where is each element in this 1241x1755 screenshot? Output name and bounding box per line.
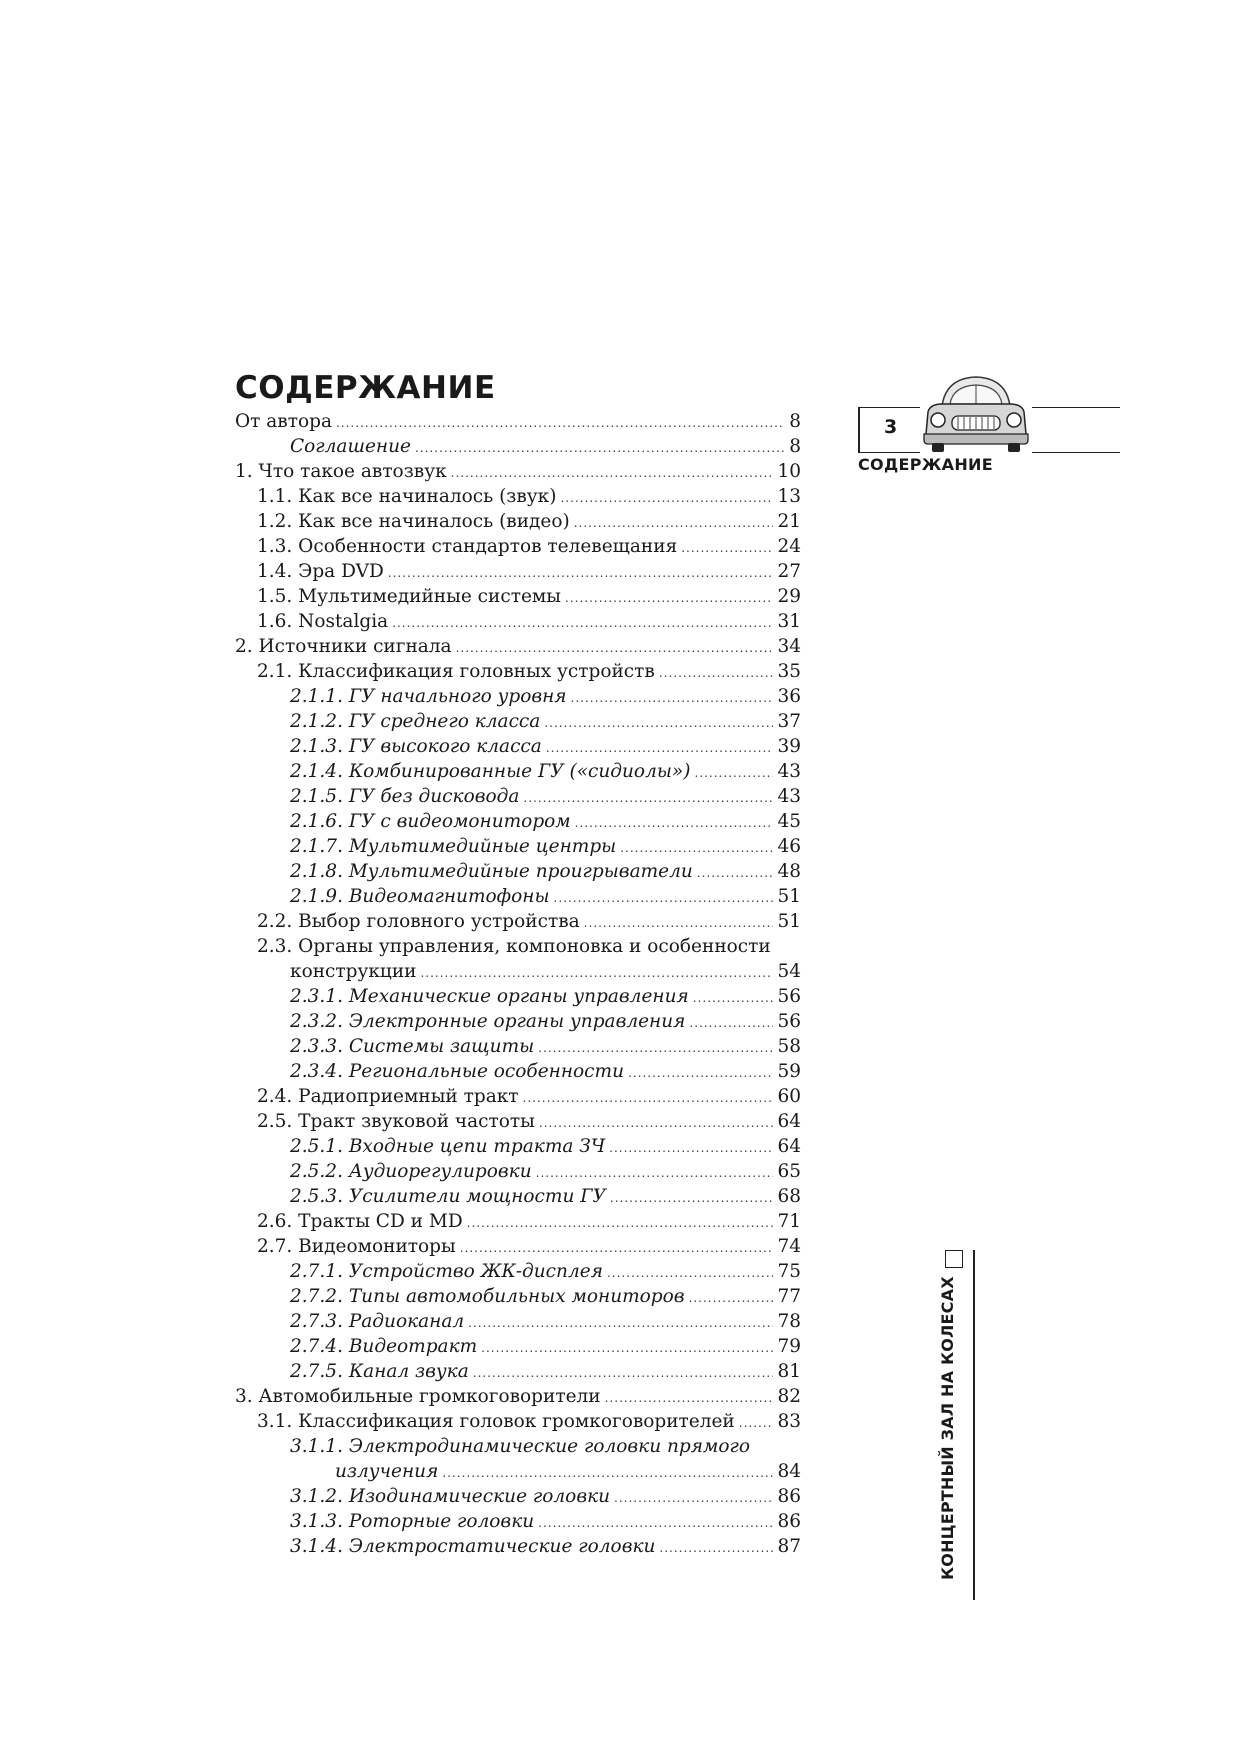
toc-entry[interactable] [235, 1409, 801, 1434]
dot-leader [565, 586, 773, 611]
toc-entry[interactable] [235, 484, 801, 509]
toc-entry-label: 1.3. Особенности стандартов телевещания [257, 536, 678, 557]
dot-leader [388, 561, 774, 586]
toc-entry[interactable] [235, 1509, 801, 1534]
toc-entry-page: 77 [777, 1286, 801, 1307]
dot-leader [694, 761, 773, 786]
toc-entry-page: 83 [777, 1411, 801, 1432]
toc-entry-label: 2.3.2. Электронные органы управления [290, 1011, 686, 1032]
dot-leader [575, 811, 774, 836]
dot-leader [539, 1111, 774, 1136]
toc-entry-page: 36 [777, 686, 801, 707]
toc-entry[interactable] [235, 1209, 801, 1234]
toc-entry-label: 2.6. Тракты CD и MD [257, 1211, 463, 1232]
toc-entry-label: 2.1.8. Мультимедийные проигрыватели [290, 861, 693, 882]
toc-entry-page: 39 [777, 736, 801, 757]
toc-entry-page: 56 [777, 986, 801, 1007]
toc-entry[interactable] [235, 409, 801, 434]
book-title-vertical: КОНЦЕРТНЫЙ ЗАЛ НА КОЛЕСАХ [938, 1276, 957, 1580]
toc-entry-page: 58 [777, 1036, 801, 1057]
toc-entry-page: 56 [777, 1011, 801, 1032]
toc-entry-label: 1.6. Nostalgia [257, 611, 389, 632]
toc-entry-page: 65 [777, 1161, 801, 1182]
section-label: СОДЕРЖАНИЕ [858, 455, 993, 474]
dot-leader [607, 1261, 774, 1286]
dot-leader [610, 1186, 774, 1211]
toc-entry-label: 2.1.2. ГУ среднего класса [290, 711, 541, 732]
toc-entry-page: 82 [777, 1386, 801, 1407]
toc-entry[interactable] [235, 1384, 801, 1409]
toc-entry-page: 59 [777, 1061, 801, 1082]
toc-entry-page: 29 [777, 586, 801, 607]
dot-leader [392, 611, 773, 636]
dot-leader [560, 486, 773, 511]
toc-entry[interactable] [235, 1234, 801, 1259]
toc-entry[interactable] [235, 884, 801, 909]
running-header [858, 372, 1120, 454]
side-running-title [938, 1250, 975, 1600]
toc-entry-label: 3.1.3. Роторные головки [290, 1511, 535, 1532]
toc-entry-page: 68 [777, 1186, 801, 1207]
toc-entry[interactable] [235, 784, 801, 809]
toc-entry-page: 27 [777, 561, 801, 582]
dot-leader [697, 861, 774, 886]
toc-entry[interactable] [235, 1159, 801, 1184]
toc-entry-label: 2.1. Классификация головных устройств [257, 661, 655, 682]
toc-entry-page: 24 [777, 536, 801, 557]
toc-entry-page: 34 [777, 636, 801, 657]
toc-entry-label: 3.1. Классификация головок громкоговорителей [257, 1411, 735, 1432]
toc-entry-page: 75 [777, 1261, 801, 1282]
toc-entry-label: 1.1. Как все начиналось (звук) [257, 486, 557, 507]
toc-entry[interactable] [235, 559, 801, 584]
dot-leader [473, 1361, 774, 1386]
toc-entry-page: 21 [777, 511, 801, 532]
toc-entry[interactable] [235, 1284, 801, 1309]
dot-leader [609, 1136, 773, 1161]
toc-entry-label: 2.7.5. Канал звука [290, 1361, 469, 1382]
toc-entry-label: 1. Что такое автозвук [235, 461, 447, 482]
dot-leader [605, 1386, 774, 1411]
dot-leader [538, 1036, 773, 1061]
dot-leader [584, 911, 774, 936]
toc-entry[interactable] [235, 1184, 801, 1209]
dot-leader [659, 1536, 773, 1561]
toc-entry-page: 71 [777, 1211, 801, 1232]
dot-leader [681, 536, 773, 561]
toc-entry-label: 2.3.3. Системы защиты [290, 1036, 535, 1057]
toc-entry-page: 8 [789, 411, 801, 432]
toc-entry-page: 86 [777, 1511, 801, 1532]
dot-leader [523, 786, 773, 811]
toc-entry-page: 45 [777, 811, 801, 832]
toc-entry[interactable] [235, 959, 801, 984]
dot-leader [620, 836, 773, 861]
dot-leader [456, 636, 774, 661]
toc-entry-page: 43 [777, 761, 801, 782]
toc-entry-label: 2.7. Видеомониторы [257, 1236, 456, 1257]
toc-entry-page: 87 [777, 1536, 801, 1557]
toc-entry[interactable] [235, 1134, 801, 1159]
dot-leader [689, 1011, 773, 1036]
toc-entry[interactable] [235, 684, 801, 709]
square-marker-icon [945, 1250, 963, 1268]
toc-entry-label: 1.2. Как все начиналось (видео) [257, 511, 570, 532]
dot-leader [523, 1086, 774, 1111]
toc-entry-page: 43 [777, 786, 801, 807]
toc-entry-label: 3.1.2. Изодинамические головки [290, 1486, 611, 1507]
toc-entry-page: 54 [777, 961, 801, 982]
toc-entry[interactable] [235, 1009, 801, 1034]
toc-entry[interactable] [235, 984, 801, 1009]
dot-leader [467, 1211, 774, 1236]
vertical-rule [973, 1250, 975, 1600]
toc-entry[interactable] [235, 1534, 801, 1559]
toc-entry[interactable] [235, 659, 801, 684]
toc-entry[interactable] [235, 534, 801, 559]
toc-entry-label: 2.1.5. ГУ без дисковода [290, 786, 520, 807]
toc-entry[interactable] [235, 734, 801, 759]
toc-entry-label: 2.5. Тракт звуковой частоты [257, 1111, 535, 1132]
toc-entry-label: 2.5.2. Аудиорегулировки [290, 1161, 532, 1182]
dot-leader [689, 1286, 774, 1311]
toc-entry[interactable] [235, 1259, 801, 1284]
dot-leader [451, 461, 774, 486]
toc-entry-page: 74 [777, 1236, 801, 1257]
toc-entry-page: 48 [777, 861, 801, 882]
toc-entry-label: 2.2. Выбор головного устройства [257, 911, 580, 932]
toc-entry[interactable] [235, 584, 801, 609]
toc-entry-label: От автора [235, 411, 332, 432]
dot-leader [739, 1411, 774, 1436]
toc-entry-page: 37 [777, 711, 801, 732]
dot-leader [546, 736, 774, 761]
toc-entry[interactable] [235, 1084, 801, 1109]
toc-entry-label: 2.3.4. Региональные особенности [290, 1061, 624, 1082]
toc-entry[interactable] [235, 1484, 801, 1509]
dot-leader [544, 711, 773, 736]
toc-entry-page: 64 [777, 1111, 801, 1132]
toc-entry-label: 2.4. Радиоприемный тракт [257, 1086, 519, 1107]
toc-entry-page: 8 [789, 436, 801, 457]
toc-entry[interactable] [235, 909, 801, 934]
page-number: 3 [884, 416, 898, 438]
toc-entry-label: 2.1.6. ГУ с видеомонитором [290, 811, 571, 832]
dot-leader [460, 1236, 774, 1261]
toc-entry-label: 2.1.9. Видеомагнитофоны [290, 886, 550, 907]
toc-entry-page: 86 [777, 1486, 801, 1507]
toc-entry[interactable] [235, 834, 801, 859]
dot-leader [614, 1486, 773, 1511]
toc-entry-page: 60 [777, 1086, 801, 1107]
toc-entry-label: 1.5. Мультимедийные системы [257, 586, 562, 607]
toc-entry-label: 2.5.1. Входные цепи тракта ЗЧ [290, 1136, 606, 1157]
toc-entry[interactable] [235, 434, 801, 459]
toc-entry-label: 2.7.2. Типы автомобильных мониторов [290, 1286, 685, 1307]
toc-entry-label: 2.1.4. Комбинированные ГУ («сидиолы») [290, 761, 691, 782]
toc-entry-label: 2.7.1. Устройство ЖК-дисплея [290, 1261, 603, 1282]
toc-entry-label: 2.1.1. ГУ начального уровня [290, 686, 567, 707]
toc-entry[interactable] [235, 1359, 801, 1384]
toc-entry-label: конструкции [290, 961, 417, 982]
dot-leader [442, 1461, 773, 1486]
toc-entry[interactable] [235, 1059, 801, 1084]
toc-entry[interactable] [235, 1109, 801, 1134]
toc-entry-label: 2.1.7. Мультимедийные центры [290, 836, 617, 857]
dot-leader [574, 511, 774, 536]
dot-leader [554, 886, 774, 911]
toc-entry[interactable] [235, 759, 801, 784]
toc-entry-label: 3. Автомобильные громкоговорители [235, 1386, 601, 1407]
dot-leader [420, 961, 773, 986]
toc-entry[interactable] [235, 1034, 801, 1059]
dot-leader [536, 1161, 774, 1186]
toc-entry-first-line[interactable]: 3.1.1. Электродинамические головки прямого [290, 1436, 750, 1457]
toc-entry-label: 1.4. Эра DVD [257, 561, 384, 582]
dot-leader [538, 1511, 773, 1536]
page-title: СОДЕРЖАНИЕ [235, 370, 496, 406]
toc-entry[interactable] [235, 1459, 801, 1484]
toc-entry-page: 51 [777, 886, 801, 907]
toc-entry[interactable] [235, 709, 801, 734]
toc-entry-page: 81 [777, 1361, 801, 1382]
toc-entry-page: 78 [777, 1311, 801, 1332]
toc-entry-label: 2.1.3. ГУ высокого класса [290, 736, 542, 757]
toc-entry-page: 46 [777, 836, 801, 857]
toc-entry-page: 10 [777, 461, 801, 482]
dot-leader [468, 1311, 773, 1336]
toc-entry-label: 2. Источники сигнала [235, 636, 452, 657]
dot-leader [628, 1061, 773, 1086]
vintage-car-icon [920, 372, 1032, 454]
toc-entry-page: 13 [777, 486, 801, 507]
dot-leader [659, 661, 774, 686]
toc-entry[interactable] [235, 609, 801, 634]
toc-entry-label: 2.7.4. Видеотракт [290, 1336, 478, 1357]
toc-entry[interactable] [235, 509, 801, 534]
toc-entry-label: 2.7.3. Радиоканал [290, 1311, 465, 1332]
toc-entry-label: Соглашение [290, 436, 411, 457]
toc-entry-page: 35 [777, 661, 801, 682]
toc-entry[interactable] [235, 1309, 801, 1334]
toc-entry-label: 3.1.4. Электростатические головки [290, 1536, 656, 1557]
toc-entry-page: 84 [777, 1461, 801, 1482]
toc-entry-page: 79 [777, 1336, 801, 1357]
dot-leader [336, 411, 785, 436]
toc-entry-page: 64 [777, 1136, 801, 1157]
toc-entry[interactable] [235, 1334, 801, 1359]
toc-entry[interactable] [235, 859, 801, 884]
dot-leader [415, 436, 785, 461]
toc-entry[interactable] [235, 809, 801, 834]
toc-entry-first-line[interactable]: 2.3. Органы управления, компоновка и особенности [257, 936, 771, 957]
table-of-contents [235, 409, 801, 1559]
dot-leader [481, 1336, 773, 1361]
dot-leader [571, 686, 774, 711]
toc-entry[interactable] [235, 634, 801, 659]
toc-entry-page: 31 [777, 611, 801, 632]
dot-leader [693, 986, 774, 1011]
toc-entry[interactable] [235, 459, 801, 484]
toc-entry-page: 51 [777, 911, 801, 932]
toc-entry-label: 2.3.1. Механические органы управления [290, 986, 689, 1007]
toc-entry-label: излучения [335, 1461, 439, 1482]
toc-entry-label: 2.5.3. Усилители мощности ГУ [290, 1186, 606, 1207]
